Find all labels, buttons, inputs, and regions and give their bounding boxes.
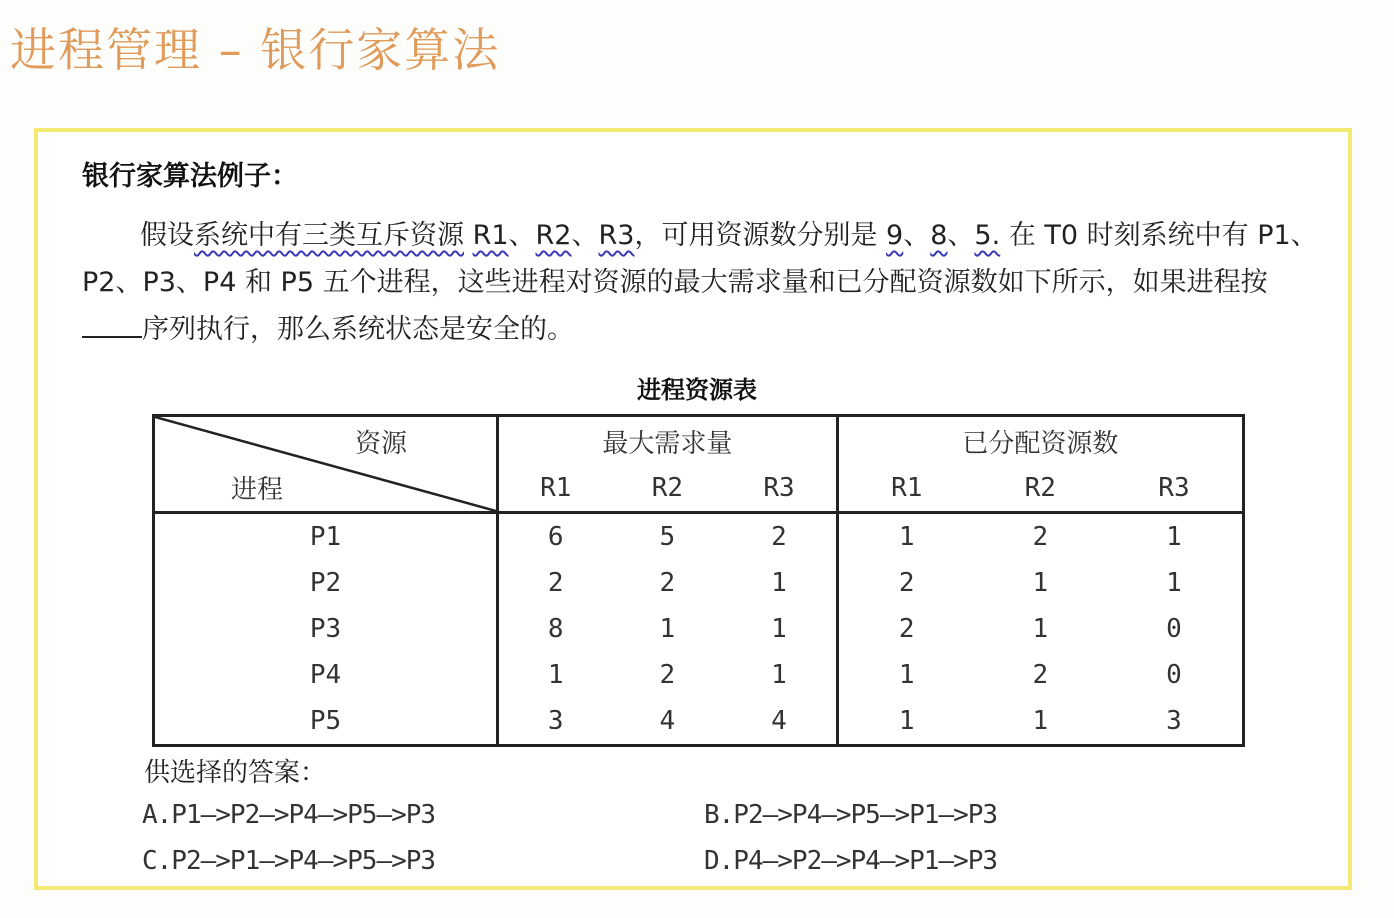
- table-row: [154, 652, 1244, 698]
- corner-resource-label: 资源: [355, 429, 408, 459]
- process-cell: P2: [154, 560, 498, 606]
- sep1: 、: [508, 220, 536, 251]
- option-c: C.P2—>P1—>P4—>P5—>P3: [142, 846, 436, 876]
- value-cell: 1: [898, 706, 915, 736]
- resource-r2: R2: [535, 220, 572, 251]
- value-cell: 2: [722, 513, 837, 561]
- col-header: R1: [837, 465, 974, 513]
- value-cell: 2: [1032, 660, 1049, 690]
- value-cell: 2: [898, 568, 915, 598]
- value-cell: 1: [1032, 614, 1049, 644]
- option-a: A.P1—>P2—>P4—>P5—>P3: [142, 800, 436, 830]
- resource-r3: R3: [598, 220, 635, 251]
- value-cell: 0: [1166, 660, 1182, 690]
- table-row: [154, 698, 1244, 746]
- available-8: 8: [930, 220, 948, 251]
- col-header: R2: [612, 465, 722, 513]
- value-cell: 2: [659, 660, 676, 690]
- table-row: [154, 560, 1244, 606]
- col-header: R3: [722, 465, 837, 513]
- sep3: 、: [903, 220, 931, 251]
- value-cell: 1: [547, 660, 564, 690]
- process-cell: P4: [154, 652, 498, 698]
- value-cell: 0: [1166, 614, 1182, 644]
- table-title: 进程资源表: [637, 376, 757, 404]
- problem-part5: 在 T0 时刻系统中有 P1、P2、P3、P4 和 P5 五个进程，这些进程对资源的最大需求量和已分配资源数如下所示，如果进程按: [82, 220, 1318, 298]
- table-row: [154, 513, 1244, 561]
- group-allocated: 已分配资源数: [962, 428, 1119, 459]
- problem-part3: [464, 220, 473, 251]
- value-cell: 1: [722, 606, 837, 652]
- process-cell: P5: [154, 698, 498, 746]
- content-box: [34, 128, 1352, 890]
- options-heading: 供选择的答案：: [144, 758, 327, 788]
- process-cell: P3: [154, 606, 498, 652]
- value-cell: 4: [659, 706, 676, 736]
- resource-r1: R1: [472, 220, 509, 251]
- value-cell: 1: [659, 614, 676, 644]
- option-b: B.P2—>P4—>P5—>P1—>P3: [704, 800, 998, 830]
- resource-table: [152, 414, 1245, 747]
- diagonal-line: [155, 417, 496, 511]
- corner-cell: [154, 416, 498, 513]
- available-5: 5.: [974, 220, 1001, 251]
- problem-part6: 序列执行，那么系统状态是安全的。: [142, 314, 574, 345]
- group-max-need: 最大需求量: [498, 416, 838, 466]
- col-header: R2: [975, 465, 1106, 513]
- value-cell: 2: [1032, 522, 1049, 552]
- value-cell: 3: [547, 706, 564, 736]
- value-cell: 1: [898, 660, 915, 690]
- sep4: 、: [947, 220, 975, 251]
- available-9: 9: [886, 220, 904, 251]
- value-cell: 1: [1032, 568, 1049, 598]
- problem-part1: 假设: [140, 220, 194, 251]
- value-cell: 1: [898, 522, 915, 552]
- problem-part4: ，可用资源数分别是: [634, 220, 887, 251]
- option-d: D.P4—>P2—>P4—>P1—>P3: [704, 846, 998, 876]
- value-cell: 4: [722, 698, 837, 746]
- value-cell: 6: [547, 522, 564, 552]
- col-header: R3: [1106, 465, 1244, 513]
- value-cell: 2: [898, 614, 915, 644]
- value-cell: 5: [659, 522, 676, 552]
- problem-text: [82, 212, 1322, 353]
- header-row-groups: [154, 416, 1244, 466]
- sep2: 、: [571, 220, 599, 251]
- answer-blank: [82, 314, 142, 338]
- value-cell: 1: [722, 560, 837, 606]
- corner-process-label: 进程: [231, 475, 284, 505]
- value-cell: 3: [1166, 706, 1182, 736]
- col-header: R1: [498, 465, 613, 513]
- value-cell: 8: [547, 614, 564, 644]
- value-cell: 1: [1032, 706, 1049, 736]
- value-cell: 1: [722, 652, 837, 698]
- process-cell: P1: [154, 513, 498, 561]
- value-cell: 1: [1166, 522, 1182, 552]
- slide-title: 进程管理 – 银行家算法: [10, 23, 501, 77]
- table-row: [154, 606, 1244, 652]
- problem-part2: 系统中有三类互斥资源: [194, 220, 464, 251]
- value-cell: 1: [1166, 568, 1182, 598]
- value-cell: 2: [659, 568, 676, 598]
- example-heading: 银行家算法例子：: [82, 161, 298, 192]
- value-cell: 2: [547, 568, 564, 598]
